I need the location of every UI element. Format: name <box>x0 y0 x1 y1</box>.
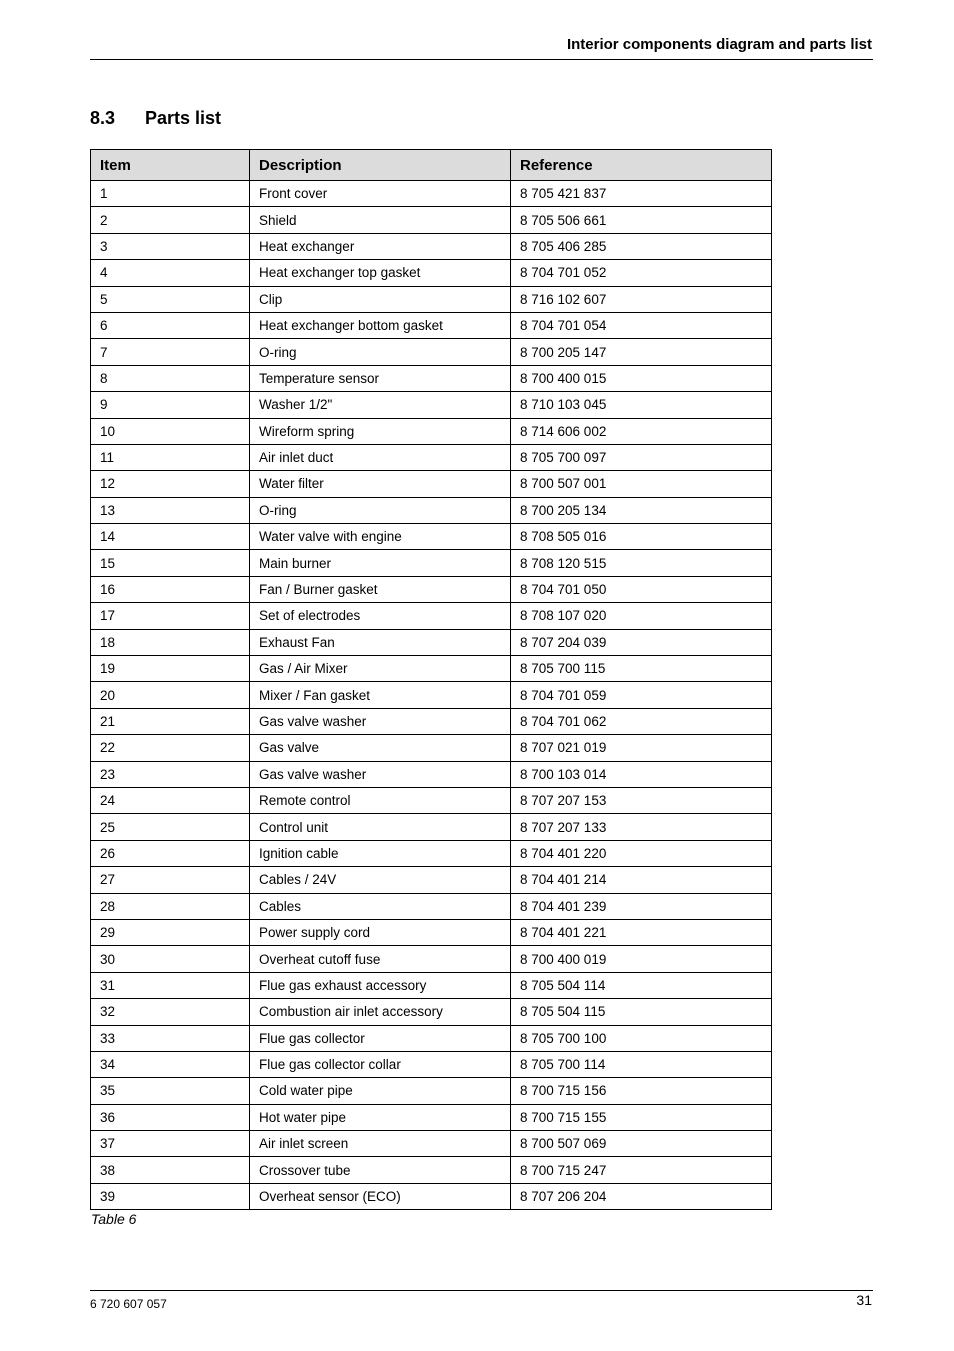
cell-reference: 8 714 606 002 <box>511 418 772 444</box>
table-row <box>91 603 772 629</box>
cell-reference: 8 704 701 052 <box>511 260 772 286</box>
cell-reference: 8 708 505 016 <box>511 524 772 550</box>
column-header-item: Item <box>91 150 250 181</box>
cell-reference: 8 705 504 115 <box>511 999 772 1025</box>
table-row <box>91 814 772 840</box>
document-number: 6 720 607 057 <box>90 1297 167 1311</box>
cell-item: 10 <box>91 418 250 444</box>
cell-reference: 8 710 103 045 <box>511 392 772 418</box>
cell-item: 21 <box>91 708 250 734</box>
cell-description: Gas / Air Mixer <box>250 656 511 682</box>
section-number: 8.3 <box>90 108 116 128</box>
cell-description: Heat exchanger bottom gasket <box>250 312 511 338</box>
cell-item: 26 <box>91 840 250 866</box>
cell-reference: 8 704 701 050 <box>511 576 772 602</box>
cell-description: O-ring <box>250 339 511 365</box>
cell-reference: 8 700 715 156 <box>511 1078 772 1104</box>
cell-reference: 8 705 700 115 <box>511 656 772 682</box>
table-row <box>91 181 772 207</box>
cell-description: Combustion air inlet accessory <box>250 999 511 1025</box>
table-row <box>91 840 772 866</box>
cell-description: Overheat sensor (ECO) <box>250 1183 511 1209</box>
cell-reference: 8 704 401 214 <box>511 867 772 893</box>
table-row <box>91 1104 772 1130</box>
cell-item: 15 <box>91 550 250 576</box>
cell-item: 30 <box>91 946 250 972</box>
cell-item: 8 <box>91 365 250 391</box>
cell-item: 3 <box>91 233 250 259</box>
cell-item: 23 <box>91 761 250 787</box>
table-row <box>91 207 772 233</box>
table-row <box>91 444 772 470</box>
table-row <box>91 682 772 708</box>
cell-reference: 8 704 701 059 <box>511 682 772 708</box>
cell-description: Crossover tube <box>250 1157 511 1183</box>
cell-reference: 8 704 701 054 <box>511 312 772 338</box>
cell-description: Air inlet duct <box>250 444 511 470</box>
table-row <box>91 1131 772 1157</box>
cell-description: Water valve with engine <box>250 524 511 550</box>
cell-reference: 8 705 700 097 <box>511 444 772 470</box>
cell-reference: 8 700 715 247 <box>511 1157 772 1183</box>
cell-reference: 8 700 507 001 <box>511 471 772 497</box>
footer-divider <box>90 1290 873 1291</box>
cell-description: Overheat cutoff fuse <box>250 946 511 972</box>
cell-description: Gas valve washer <box>250 708 511 734</box>
table-row <box>91 656 772 682</box>
cell-description: Clip <box>250 286 511 312</box>
cell-item: 37 <box>91 1131 250 1157</box>
table-row <box>91 1025 772 1051</box>
cell-item: 7 <box>91 339 250 365</box>
cell-reference: 8 700 103 014 <box>511 761 772 787</box>
cell-item: 34 <box>91 1051 250 1077</box>
cell-description: Cold water pipe <box>250 1078 511 1104</box>
table-row <box>91 260 772 286</box>
cell-item: 22 <box>91 735 250 761</box>
cell-reference: 8 705 700 114 <box>511 1051 772 1077</box>
cell-description: Flue gas exhaust accessory <box>250 972 511 998</box>
cell-description: Heat exchanger top gasket <box>250 260 511 286</box>
cell-item: 6 <box>91 312 250 338</box>
cell-description: Hot water pipe <box>250 1104 511 1130</box>
cell-item: 28 <box>91 893 250 919</box>
table-row <box>91 946 772 972</box>
table-row <box>91 708 772 734</box>
cell-item: 2 <box>91 207 250 233</box>
cell-reference: 8 704 401 239 <box>511 893 772 919</box>
table-row <box>91 999 772 1025</box>
cell-description: Gas valve washer <box>250 761 511 787</box>
column-header-description: Description <box>250 150 511 181</box>
table-row <box>91 1183 772 1209</box>
cell-item: 19 <box>91 656 250 682</box>
cell-reference: 8 704 701 062 <box>511 708 772 734</box>
cell-item: 14 <box>91 524 250 550</box>
cell-reference: 8 705 406 285 <box>511 233 772 259</box>
cell-description: Shield <box>250 207 511 233</box>
cell-description: Air inlet screen <box>250 1131 511 1157</box>
table-row <box>91 972 772 998</box>
cell-description: Front cover <box>250 181 511 207</box>
table-row <box>91 629 772 655</box>
cell-reference: 8 705 504 114 <box>511 972 772 998</box>
cell-description: Remote control <box>250 787 511 813</box>
cell-item: 13 <box>91 497 250 523</box>
cell-reference: 8 700 715 155 <box>511 1104 772 1130</box>
table-row <box>91 1078 772 1104</box>
cell-reference: 8 705 700 100 <box>511 1025 772 1051</box>
cell-reference: 8 704 401 220 <box>511 840 772 866</box>
cell-item: 36 <box>91 1104 250 1130</box>
cell-description: Ignition cable <box>250 840 511 866</box>
cell-reference: 8 707 206 204 <box>511 1183 772 1209</box>
section-title-text: Parts list <box>145 108 222 128</box>
cell-item: 25 <box>91 814 250 840</box>
parts-table-body <box>91 181 772 1210</box>
cell-description: Mixer / Fan gasket <box>250 682 511 708</box>
table-row <box>91 524 772 550</box>
cell-item: 4 <box>91 260 250 286</box>
cell-description: Heat exchanger <box>250 233 511 259</box>
table-row <box>91 339 772 365</box>
page-number: 31 <box>856 1292 872 1308</box>
cell-description: O-ring <box>250 497 511 523</box>
table-row <box>91 312 772 338</box>
table-row <box>91 418 772 444</box>
cell-description: Wireform spring <box>250 418 511 444</box>
cell-item: 1 <box>91 181 250 207</box>
cell-description: Temperature sensor <box>250 365 511 391</box>
cell-item: 16 <box>91 576 250 602</box>
cell-item: 29 <box>91 919 250 945</box>
cell-description: Cables <box>250 893 511 919</box>
cell-description: Flue gas collector collar <box>250 1051 511 1077</box>
cell-item: 20 <box>91 682 250 708</box>
cell-item: 32 <box>91 999 250 1025</box>
cell-description: Exhaust Fan <box>250 629 511 655</box>
running-header-title: Interior components diagram and parts list <box>566 36 872 53</box>
table-row <box>91 365 772 391</box>
table-row <box>91 1051 772 1077</box>
cell-description: Cables / 24V <box>250 867 511 893</box>
cell-item: 9 <box>91 392 250 418</box>
table-row <box>91 233 772 259</box>
cell-description: Flue gas collector <box>250 1025 511 1051</box>
cell-reference: 8 708 120 515 <box>511 550 772 576</box>
table-row <box>91 1157 772 1183</box>
cell-item: 39 <box>91 1183 250 1209</box>
cell-reference: 8 700 400 015 <box>511 365 772 391</box>
table-row <box>91 286 772 312</box>
cell-description: Fan / Burner gasket <box>250 576 511 602</box>
header-divider <box>90 59 873 60</box>
cell-reference: 8 700 205 134 <box>511 497 772 523</box>
cell-item: 31 <box>91 972 250 998</box>
table-row <box>91 735 772 761</box>
table-row <box>91 497 772 523</box>
cell-description: Control unit <box>250 814 511 840</box>
table-row <box>91 867 772 893</box>
parts-table <box>90 149 772 1210</box>
cell-reference: 8 705 506 661 <box>511 207 772 233</box>
table-row <box>91 787 772 813</box>
cell-description: Power supply cord <box>250 919 511 945</box>
cell-item: 5 <box>91 286 250 312</box>
cell-reference: 8 700 507 069 <box>511 1131 772 1157</box>
cell-item: 17 <box>91 603 250 629</box>
cell-description: Main burner <box>250 550 511 576</box>
cell-reference: 8 705 421 837 <box>511 181 772 207</box>
cell-reference: 8 700 400 019 <box>511 946 772 972</box>
table-row <box>91 576 772 602</box>
cell-item: 38 <box>91 1157 250 1183</box>
cell-description: Gas valve <box>250 735 511 761</box>
cell-reference: 8 707 207 153 <box>511 787 772 813</box>
cell-description: Washer 1/2" <box>250 392 511 418</box>
cell-item: 35 <box>91 1078 250 1104</box>
cell-reference: 8 700 205 147 <box>511 339 772 365</box>
section-heading <box>90 108 221 129</box>
cell-description: Water filter <box>250 471 511 497</box>
table-row <box>91 550 772 576</box>
column-header-reference: Reference <box>511 150 772 181</box>
table-row <box>91 471 772 497</box>
cell-item: 24 <box>91 787 250 813</box>
cell-description: Set of electrodes <box>250 603 511 629</box>
table-row <box>91 919 772 945</box>
table-row <box>91 392 772 418</box>
cell-reference: 8 707 207 133 <box>511 814 772 840</box>
table-header-row <box>91 150 772 181</box>
table-row <box>91 761 772 787</box>
cell-item: 18 <box>91 629 250 655</box>
cell-reference: 8 716 102 607 <box>511 286 772 312</box>
cell-reference: 8 708 107 020 <box>511 603 772 629</box>
cell-reference: 8 704 401 221 <box>511 919 772 945</box>
cell-item: 27 <box>91 867 250 893</box>
cell-item: 33 <box>91 1025 250 1051</box>
cell-item: 12 <box>91 471 250 497</box>
cell-reference: 8 707 204 039 <box>511 629 772 655</box>
cell-item: 11 <box>91 444 250 470</box>
table-caption: Table 6 <box>91 1211 137 1227</box>
table-row <box>91 893 772 919</box>
cell-reference: 8 707 021 019 <box>511 735 772 761</box>
